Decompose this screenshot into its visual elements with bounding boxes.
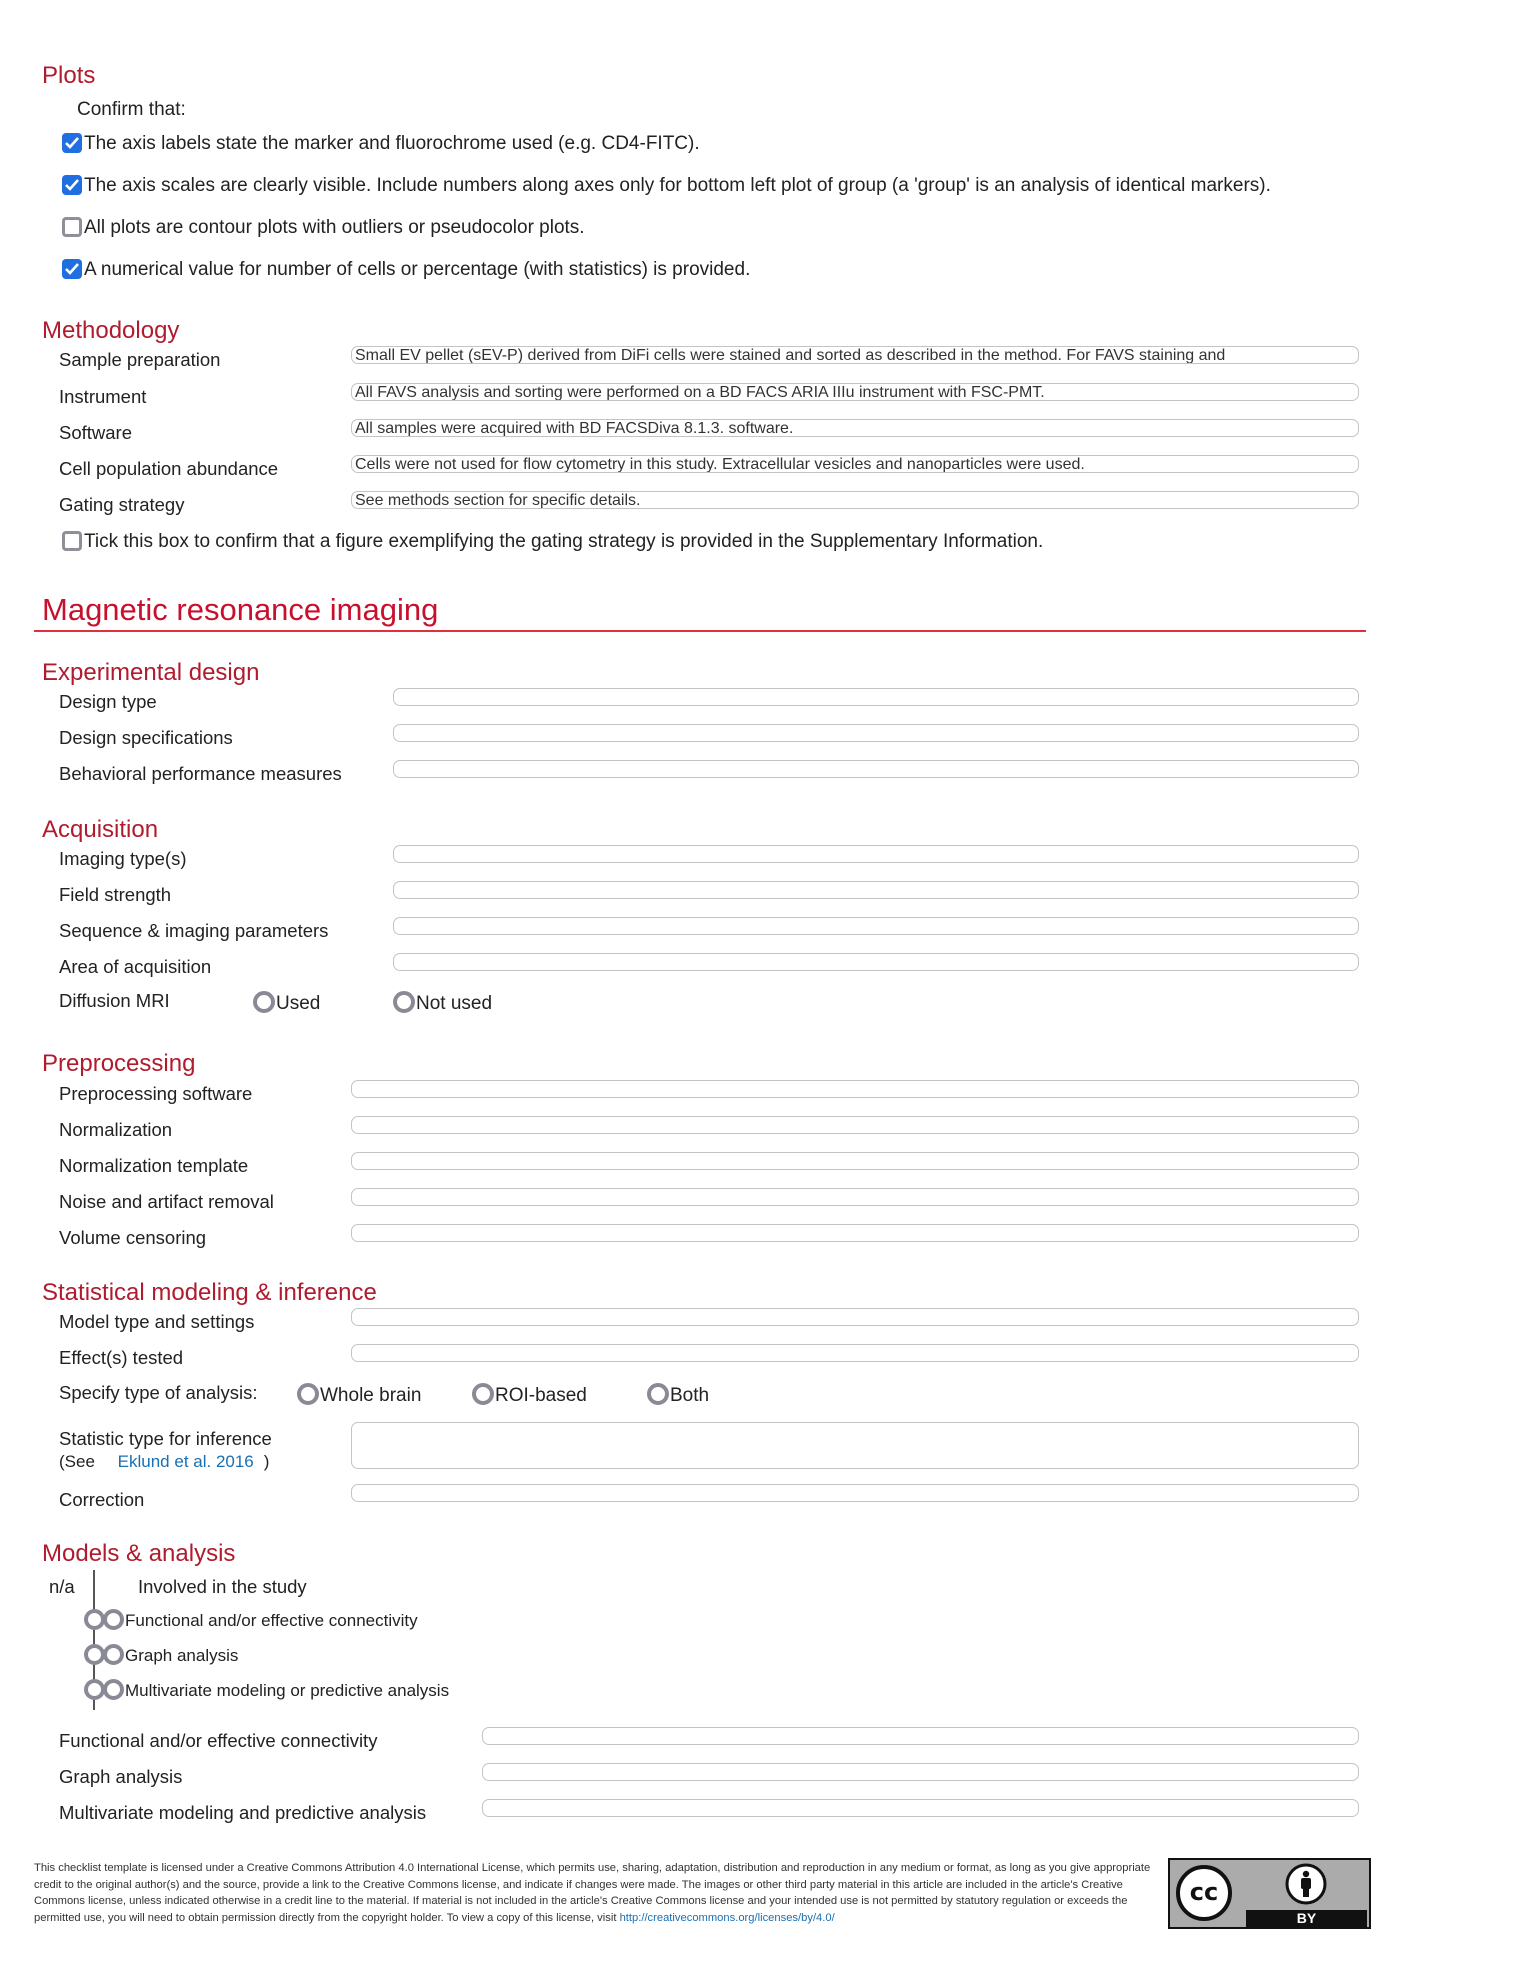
roi-based-radio[interactable] bbox=[472, 1383, 494, 1405]
design-type-label: Design type bbox=[59, 691, 157, 712]
model-type-field[interactable] bbox=[351, 1308, 1359, 1326]
inference-see-note bbox=[59, 1452, 269, 1472]
graph-na-radio[interactable] bbox=[84, 1644, 105, 1665]
plots-checkbox-1[interactable] bbox=[62, 133, 82, 153]
cell-population-label: Cell population abundance bbox=[59, 458, 279, 479]
gating-strategy-field[interactable]: See methods section for specific details. bbox=[351, 491, 1359, 509]
multivariate-na-radio[interactable] bbox=[84, 1679, 105, 1700]
methodology-heading: Methodology bbox=[42, 317, 180, 344]
multivariate-involved-radio[interactable] bbox=[103, 1679, 124, 1700]
mri-heading: Magnetic resonance imaging bbox=[42, 592, 439, 627]
design-type-field[interactable] bbox=[393, 688, 1359, 706]
gating-strategy-label: Gating strategy bbox=[59, 494, 185, 515]
noise-removal-label: Noise and artifact removal bbox=[59, 1191, 274, 1212]
diffusion-used-label: Used bbox=[276, 993, 321, 1014]
effects-tested-label: Effect(s) tested bbox=[59, 1347, 184, 1368]
cc-by-badge[interactable] bbox=[1168, 1858, 1371, 1929]
connectivity-involved-radio[interactable] bbox=[103, 1609, 124, 1630]
instrument-field[interactable]: All FAVS analysis and sorting were performed on a BD FACS ARIA IIIu instrument with FSC-PMT. bbox=[351, 383, 1359, 401]
preprocessing-software-label: Preprocessing software bbox=[59, 1083, 253, 1104]
multivariate-item-label: Multivariate modeling or predictive analysis bbox=[125, 1681, 450, 1700]
multivariate-field-label: Multivariate modeling and predictive analysis bbox=[59, 1802, 427, 1823]
roi-based-label: ROI-based bbox=[495, 1385, 587, 1406]
graph-field-label: Graph analysis bbox=[59, 1766, 183, 1787]
field-strength-label: Field strength bbox=[59, 884, 172, 905]
acquisition-heading: Acquisition bbox=[42, 816, 159, 843]
sequence-parameters-field[interactable] bbox=[393, 917, 1359, 935]
preprocessing-software-field[interactable] bbox=[351, 1080, 1359, 1098]
license-footer bbox=[34, 1860, 1169, 1926]
experimental-design-heading: Experimental design bbox=[42, 659, 260, 686]
analysis-type-label: Specify type of analysis: bbox=[59, 1382, 258, 1403]
graph-involved-radio[interactable] bbox=[103, 1644, 124, 1665]
gating-confirm-text: Tick this box to confirm that a figure exemplifying the gating strategy is provided in the Supplementary Information. bbox=[84, 531, 1044, 552]
design-specifications-label: Design specifications bbox=[59, 727, 233, 748]
inference-label: Statistic type for inference bbox=[59, 1428, 272, 1449]
plots-item-1: The axis labels state the marker and fluorochrome used (e.g. CD4-FITC). bbox=[84, 133, 700, 154]
plots-confirm-label: Confirm that: bbox=[77, 99, 186, 120]
plots-checkbox-4[interactable] bbox=[62, 259, 82, 279]
attribution-icon bbox=[1246, 1862, 1367, 1909]
na-column-header: n/a bbox=[49, 1576, 75, 1597]
graph-field[interactable] bbox=[482, 1763, 1359, 1781]
inference-field[interactable] bbox=[351, 1422, 1359, 1469]
diffusion-not-used-radio[interactable] bbox=[393, 991, 415, 1013]
both-label: Both bbox=[670, 1385, 710, 1406]
behavioral-measures-field[interactable] bbox=[393, 760, 1359, 778]
software-label: Software bbox=[59, 422, 133, 443]
gating-confirm-checkbox[interactable] bbox=[62, 531, 82, 551]
plots-item-4: A numerical value for number of cells or percentage (with statistics) is provided. bbox=[84, 259, 751, 280]
see-prefix: (See bbox=[59, 1452, 95, 1471]
license-link[interactable]: http://creativecommons.org/licenses/by/4.0/ bbox=[619, 1911, 835, 1924]
models-heading: Models & analysis bbox=[42, 1540, 236, 1567]
by-label: BY bbox=[1246, 1910, 1367, 1927]
mri-heading-rule bbox=[34, 630, 1366, 632]
plots-checkbox-3[interactable] bbox=[62, 217, 82, 237]
behavioral-measures-label: Behavioral performance measures bbox=[59, 763, 342, 784]
noise-removal-field[interactable] bbox=[351, 1188, 1359, 1206]
plots-item-2: The axis scales are clearly visible. Include numbers along axes only for bottom left plot of group (a 'group' is an analysis of identical markers). bbox=[84, 175, 1271, 196]
diffusion-not-used-label: Not used bbox=[416, 993, 493, 1014]
area-acquisition-label: Area of acquisition bbox=[59, 956, 212, 977]
cc-logo-text: cc bbox=[1189, 1878, 1219, 1906]
both-radio[interactable] bbox=[647, 1383, 669, 1405]
see-suffix: ) bbox=[263, 1452, 270, 1471]
cell-population-field[interactable]: Cells were not used for flow cytometry in this study. Extracellular vesicles and nanoparticles were used. bbox=[351, 455, 1359, 473]
software-field[interactable]: All samples were acquired with BD FACSDiva 8.1.3. software. bbox=[351, 419, 1359, 437]
statistical-heading: Statistical modeling & inference bbox=[42, 1279, 377, 1306]
connectivity-field-label: Functional and/or effective connectivity bbox=[59, 1730, 378, 1751]
whole-brain-label: Whole brain bbox=[320, 1385, 422, 1406]
instrument-label: Instrument bbox=[59, 386, 147, 407]
connectivity-field[interactable] bbox=[482, 1727, 1359, 1745]
license-text: This checklist template is licensed under a Creative Commons Attribution 4.0 International License, which permits use, sharing, adaptation, distribution and reproduction in any medium or format, as long as you give appropriate credit to the original author(s) and the source, provide a link to the Creative Commons license, and indicate if changes were made. The images or other third party material in this article are included in the article's Creative Commons license, unless indicated otherwise in a credit line to the material. If material is not included in the article's Creative Commons license and your intended use is not permitted by statutory regulation or exceeds the permitted use, you will need to obtain permission directly from the copyright holder. To view a copy of this license, visit bbox=[34, 1862, 1151, 1924]
design-specifications-field[interactable] bbox=[393, 724, 1359, 742]
plots-heading: Plots bbox=[42, 62, 96, 89]
sequence-parameters-label: Sequence & imaging parameters bbox=[59, 920, 329, 941]
plots-item-3: All plots are contour plots with outliers or pseudocolor plots. bbox=[84, 217, 585, 238]
normalization-template-label: Normalization template bbox=[59, 1155, 249, 1176]
graph-item-label: Graph analysis bbox=[125, 1646, 239, 1665]
imaging-type-field[interactable] bbox=[393, 845, 1359, 863]
volume-censoring-field[interactable] bbox=[351, 1224, 1359, 1242]
sample-preparation-field[interactable]: Small EV pellet (sEV-P) derived from DiFi cells were stained and sorted as described in the method. For FAVS staining and bbox=[351, 346, 1359, 364]
involved-column-header: Involved in the study bbox=[138, 1576, 307, 1597]
plots-checkbox-2[interactable] bbox=[62, 175, 82, 195]
eklund-link[interactable]: Eklund et al. 2016 bbox=[117, 1452, 254, 1471]
normalization-field[interactable] bbox=[351, 1116, 1359, 1134]
diffusion-mri-label: Diffusion MRI bbox=[59, 990, 170, 1011]
connectivity-na-radio[interactable] bbox=[84, 1609, 105, 1630]
imaging-type-label: Imaging type(s) bbox=[59, 848, 187, 869]
connectivity-item-label: Functional and/or effective connectivity bbox=[125, 1611, 418, 1630]
field-strength-field[interactable] bbox=[393, 881, 1359, 899]
area-acquisition-field[interactable] bbox=[393, 953, 1359, 971]
preprocessing-heading: Preprocessing bbox=[42, 1050, 196, 1077]
correction-field[interactable] bbox=[351, 1484, 1359, 1502]
normalization-template-field[interactable] bbox=[351, 1152, 1359, 1170]
normalization-label: Normalization bbox=[59, 1119, 173, 1140]
whole-brain-radio[interactable] bbox=[297, 1383, 319, 1405]
multivariate-field[interactable] bbox=[482, 1799, 1359, 1817]
effects-tested-field[interactable] bbox=[351, 1344, 1359, 1362]
model-type-label: Model type and settings bbox=[59, 1311, 255, 1332]
correction-label: Correction bbox=[59, 1489, 145, 1510]
cc-logo-icon bbox=[1176, 1865, 1232, 1921]
volume-censoring-label: Volume censoring bbox=[59, 1227, 207, 1248]
diffusion-used-radio[interactable] bbox=[253, 991, 275, 1013]
sample-preparation-label: Sample preparation bbox=[59, 349, 221, 370]
